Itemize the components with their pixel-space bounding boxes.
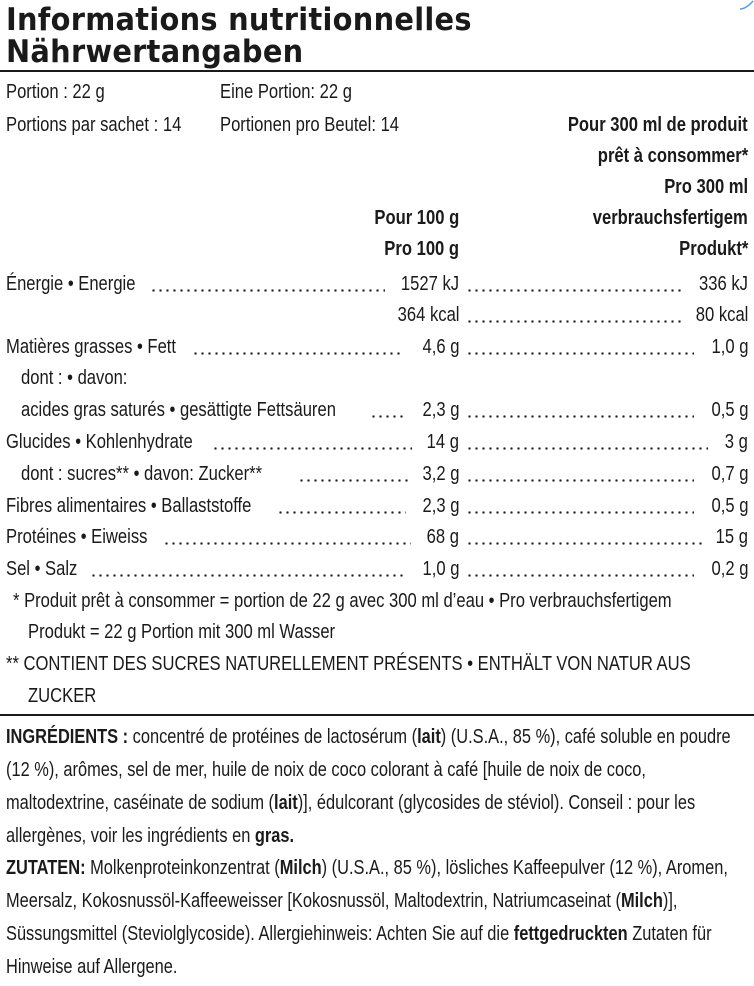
leader-dots: [277, 511, 406, 514]
value-per-100g: 2,3 g: [422, 495, 459, 517]
leader-dots: [466, 289, 681, 292]
nutrient-row-sugars: [0, 462, 754, 492]
nutrient-label: Énergie • Energie: [6, 273, 136, 295]
portion-fr: Portion : 22 g: [6, 81, 105, 103]
footnote-natural-sugars-line-1: ** CONTIENT DES SUCRES NATURELLEMENT PRÉSENTS • ENTHÄLT VON NATUR AUS: [6, 653, 691, 675]
corner-mark-icon: [740, 0, 754, 10]
value-per-serving: 0,2 g: [711, 558, 748, 580]
leader-dots: [466, 320, 681, 323]
nutrient-row-saturated-fat: [0, 398, 754, 428]
value-per-100g: 68 g: [426, 526, 459, 548]
portions-per-bag-de: Portionen pro Beutel: 14: [220, 114, 400, 136]
footnote-ready-to-drink-line-2: Produkt = 22 g Portion mit 300 ml Wasser: [28, 621, 336, 643]
value-per-serving: 80 kcal: [695, 304, 748, 326]
nutrient-label: dont : • davon:: [21, 367, 128, 389]
nutrient-row-energy-kcal: [0, 303, 754, 333]
nutrient-row-fat: [0, 335, 754, 365]
column-header-100g-de: Pro 100 g: [384, 238, 459, 260]
value-per-serving: 15 g: [715, 526, 748, 548]
column-header-serving-line-3: Pro 300 ml: [664, 176, 748, 198]
ingredients-french: INGRÉDIENTS : concentré de protéines de lactosérum (lait) (U.S.A., 85 %), café soluble en poudre (12 %), arômes, sel de mer, huile de noix de coco colorant à café [huile de noix de coco, maltodextrine, caséinate de sodium (lait)], édulcorant (glycosides de stéviol). Conseil : pour les allergènes, voir les ingrédients en gras.: [6, 726, 731, 847]
header-divider: [0, 70, 754, 72]
column-header-serving-line-5: Produkt*: [678, 238, 748, 260]
column-header-serving-line-4: verbrauchsfertigem: [592, 207, 748, 229]
value-per-serving: 0,5 g: [711, 495, 748, 517]
allergen-highlight: lait: [274, 792, 298, 814]
title-german: Nährwertangaben: [6, 34, 304, 70]
leader-dots: [466, 415, 694, 418]
leader-dots: [466, 574, 694, 577]
value-per-100g: 1527 kJ: [400, 273, 459, 295]
value-per-serving: 3 g: [724, 431, 748, 453]
nutrient-label: Glucides • Kohlenhydrate: [6, 431, 193, 453]
nutrient-row-fibre: [0, 494, 754, 524]
nutrient-label: acides gras saturés • gesättigte Fettsäuren: [21, 399, 336, 421]
allergen-highlight: Milch: [620, 890, 663, 912]
leader-dots: [466, 447, 708, 450]
leader-dots: [466, 479, 694, 482]
leader-dots: [466, 542, 702, 545]
value-per-100g: 3,2 g: [422, 463, 459, 485]
leader-dots: [150, 289, 385, 292]
title-french: Informations nutritionnelles: [6, 2, 472, 38]
nutrient-row-energy-kj: [0, 272, 754, 302]
column-header-100g-fr: Pour 100 g: [374, 207, 459, 229]
ingredients-german: ZUTATEN: Molkenproteinkonzentrat (Milch) (U.S.A., 85 %), lösliches Kaffeepulver (12 %), Aromen, Meersalz, Kokosnussöl-Kaffeeweisser [Kokosnussöl, Maltodextrin, Natriumcaseinat (Milch)], Süssungsmittel (Steviolglycoside). Allergiehinweis: Achten Sie auf die fettgedruckten Zutaten für Hinweise auf Allergene.: [6, 857, 728, 978]
nutrient-label: Matières grasses • Fett: [6, 336, 177, 358]
portions-per-bag-fr: Portions par sachet : 14: [6, 114, 182, 136]
value-per-100g: 2,3 g: [422, 399, 459, 421]
value-per-serving: 0,5 g: [711, 399, 748, 421]
value-per-100g: 4,6 g: [422, 336, 459, 358]
value-per-100g: 1,0 g: [422, 558, 459, 580]
column-header-serving-line-1: Pour 300 ml de produit: [568, 114, 748, 136]
nutrient-row-of-which: [0, 366, 754, 396]
allergen-highlight: Milch: [279, 857, 322, 879]
column-header-serving-line-2: prêt à consommer*: [597, 145, 748, 167]
nutrient-label: dont : sucres** • davon: Zucker**: [21, 463, 263, 485]
leader-dots: [212, 447, 412, 450]
value-per-100g: 14 g: [426, 431, 459, 453]
leader-dots: [298, 479, 408, 482]
allergen-note-bold: fettgedruckten: [513, 923, 628, 945]
value-per-serving: 336 kJ: [699, 273, 748, 295]
leader-dots: [466, 352, 694, 355]
leader-dots: [192, 352, 400, 355]
ingredients-heading-fr: INGRÉDIENTS :: [6, 726, 129, 748]
ingredients-heading-de: ZUTATEN:: [6, 857, 86, 879]
nutrient-label: Fibres alimentaires • Ballaststoffe: [6, 495, 252, 517]
nutrient-label: Protéines • Eiweiss: [6, 526, 148, 548]
allergen-highlight: lait: [417, 726, 441, 748]
leader-dots: [466, 511, 694, 514]
allergen-note-bold: gras.: [254, 825, 295, 847]
footnote-natural-sugars-line-2: ZUCKER: [28, 685, 97, 707]
value-per-serving: 1,0 g: [711, 336, 748, 358]
nutrient-label: Sel • Salz: [6, 558, 78, 580]
leader-dots: [370, 415, 406, 418]
nutrient-row-protein: [0, 525, 754, 555]
footnote-ready-to-drink-line-1: * Produit prêt à consommer = portion de 22 g avec 300 ml d’eau • Pro verbrauchsfertigem: [13, 590, 672, 612]
leader-dots: [90, 574, 406, 577]
value-per-100g: 364 kcal: [397, 304, 459, 326]
nutrient-row-carbohydrates: [0, 430, 754, 460]
nutrient-row-salt: [0, 557, 754, 587]
ingredients-divider: [0, 714, 754, 716]
portion-de: Eine Portion: 22 g: [220, 81, 352, 103]
leader-dots: [163, 542, 411, 545]
value-per-serving: 0,7 g: [711, 463, 748, 485]
